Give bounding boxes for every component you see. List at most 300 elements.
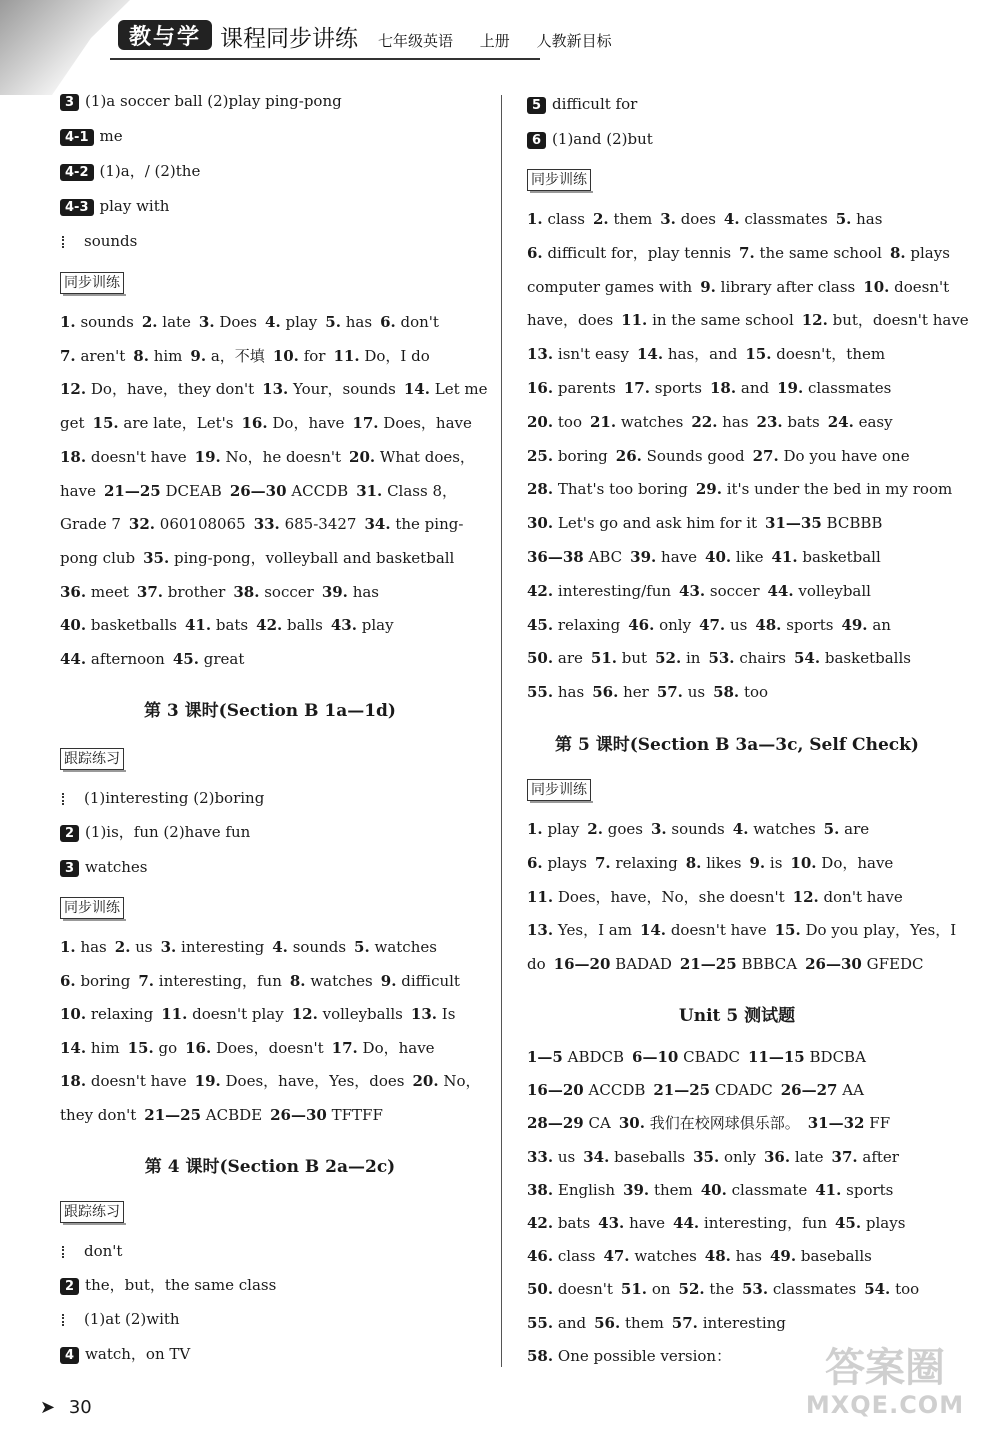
question-number: 25. (527, 446, 554, 465)
answer-text: relaxing (557, 615, 621, 634)
exercise-line (60, 161, 200, 181)
question-number: 21—25 (653, 1081, 711, 1100)
answer-text: don't have (823, 887, 903, 906)
section-heading: 第 5 课时(Section B 3a—3c, Self Check) (555, 735, 919, 755)
answer-text: go (158, 1038, 178, 1057)
answer-line (527, 615, 899, 635)
answer-text: doesn't (894, 277, 950, 296)
answer-text: has (722, 412, 749, 431)
answer-text: basketball (802, 548, 881, 566)
question-number: 38. (527, 1180, 554, 1199)
question-number: 50. (527, 649, 554, 668)
answer-line (527, 209, 890, 229)
answer-line (527, 310, 977, 330)
answer-text: but (621, 649, 648, 668)
section-tag: 跟踪练习 (60, 748, 124, 770)
answer-text: interesting (702, 1313, 786, 1332)
question-number: 48. (704, 1247, 731, 1266)
answer-text: doesn't (557, 1280, 613, 1299)
answer-line (527, 479, 960, 499)
question-number: 6—10 (632, 1048, 679, 1066)
question-number: 5. (325, 313, 341, 331)
answer-text: the (709, 1280, 734, 1299)
answer-line (60, 615, 402, 635)
exercise-badge: 2 (60, 1278, 79, 1295)
section-heading: 第 3 课时(Section B 1a—1d) (144, 701, 396, 721)
answer-text: them (625, 1313, 664, 1332)
answer-text: plays (547, 853, 587, 872)
question-number: 1. (60, 938, 76, 956)
question-number: 11. (621, 311, 648, 330)
answer-text: has (352, 582, 380, 601)
answer-text: them (653, 1180, 693, 1199)
exercise-badge: 4 (60, 1347, 79, 1364)
question-number: 16. (241, 414, 268, 433)
question-number: 9. (380, 971, 397, 990)
question-number: 8. (685, 853, 702, 872)
question-number: 20. (412, 1072, 439, 1091)
answer-text: pong club (60, 548, 136, 567)
answer-text: has，and (667, 345, 738, 364)
answer-line (60, 1038, 443, 1058)
question-number: 52. (678, 1280, 705, 1299)
bullet-mark (62, 1246, 68, 1258)
answer-text: and (557, 1313, 587, 1332)
question-number: 58. (527, 1346, 554, 1365)
question-number: 28. (527, 480, 554, 499)
question-number: 57. (656, 683, 683, 702)
answer-text: CDADC (714, 1081, 773, 1100)
question-number: 32. (128, 515, 155, 534)
answer-text: class (557, 1247, 596, 1266)
question-number: 55. (527, 683, 554, 702)
answer-text: watches (753, 820, 816, 838)
answer-text: only (724, 1147, 756, 1166)
answer-text: (1)a soccer ball (2)play ping-pong (85, 92, 342, 110)
answer-text: me (99, 127, 123, 145)
answer-text: ABDCB (567, 1048, 625, 1066)
answer-text: does (680, 210, 716, 228)
answer-text: sounds (292, 938, 347, 956)
exercise-line (60, 1241, 122, 1261)
answer-text: No，he doesn't (225, 447, 342, 466)
exercise-badge: 3 (60, 860, 79, 877)
page-footer (40, 1397, 92, 1418)
answer-text: Do，have (362, 1038, 435, 1057)
section-heading: 第 4 课时(Section B 2a—2c) (144, 1157, 396, 1177)
question-number: 34. (583, 1147, 610, 1166)
question-number: 44. (60, 650, 87, 668)
answer-line (60, 413, 480, 433)
question-number: 45. (527, 615, 554, 634)
question-number: 30. (527, 514, 554, 533)
answer-text: Class 8， (387, 481, 458, 500)
question-number: 26—30 (270, 1106, 327, 1124)
answer-text: Your，sounds (293, 380, 396, 399)
question-number: 31—35 (765, 514, 822, 533)
question-number: 21—25 (679, 955, 737, 974)
answer-text: play with (99, 197, 170, 215)
answer-text: is (769, 853, 783, 872)
question-number: 2. (114, 938, 131, 956)
question-number: 2. (593, 210, 609, 228)
question-number: 44. (673, 1214, 700, 1232)
question-number: 14. (60, 1038, 87, 1057)
answer-line (527, 954, 932, 974)
answer-text: No， (443, 1072, 481, 1091)
answer-text: basketballs (90, 616, 177, 635)
answer-text: has (557, 683, 585, 702)
answer-line (527, 378, 899, 398)
question-number: 16—20 (553, 955, 611, 974)
question-number: 31. (356, 481, 383, 500)
answer-text: have (629, 1214, 666, 1232)
answer-text: Do，I do (364, 346, 430, 365)
question-number: 4. (732, 820, 749, 838)
answer-text: sounds (80, 313, 134, 331)
answer-text: doesn't have (670, 921, 767, 940)
answer-line (527, 887, 911, 907)
answer-text: (1)is，fun (2)have fun (85, 823, 251, 841)
question-number: 56. (594, 1313, 621, 1332)
question-number: 55. (527, 1313, 554, 1332)
question-number: 22. (691, 412, 718, 431)
question-number: 6. (527, 853, 543, 872)
answer-text: watches (634, 1247, 697, 1266)
answer-text: plays (910, 243, 950, 262)
question-number: 24. (827, 412, 854, 431)
answer-text: GFEDC (866, 955, 924, 974)
answer-line (527, 243, 958, 263)
answer-text: doesn't，them (776, 345, 886, 364)
answer-text: watches (620, 412, 684, 431)
answer-text: (1)at (2)with (84, 1310, 180, 1328)
answer-line (60, 481, 465, 501)
question-number: 18. (60, 447, 87, 466)
answer-text: Does，doesn't (216, 1038, 324, 1057)
question-number: 8. (133, 346, 149, 365)
question-number: 13. (527, 921, 554, 940)
arrow-icon: ➤ (40, 1397, 56, 1418)
answer-line (527, 547, 889, 567)
exercise-line (60, 231, 137, 251)
question-number: 13. (527, 345, 554, 364)
answer-text: BADAD (615, 955, 672, 974)
answer-line (527, 1113, 898, 1133)
question-number: 10. (60, 1005, 87, 1024)
question-number: 11. (527, 887, 554, 906)
answer-text: interesting，fun (703, 1214, 827, 1232)
answer-line (527, 1180, 901, 1200)
answer-text: on (651, 1280, 671, 1299)
question-number: 6. (60, 971, 76, 990)
question-number: 26—30 (229, 481, 287, 500)
question-number: 56. (592, 683, 619, 702)
answer-text: sports (846, 1180, 894, 1199)
answer-line (527, 581, 879, 601)
answer-text: us (135, 938, 153, 956)
answer-text: easy (858, 412, 893, 431)
answer-text: it's under the bed in my room (726, 480, 953, 499)
question-number: 33. (253, 515, 280, 534)
answer-text: sounds (671, 820, 725, 838)
question-number: 1—5 (527, 1048, 563, 1066)
question-number: 15. (92, 414, 119, 433)
answer-text: get (60, 414, 85, 433)
answer-text: has (80, 938, 107, 956)
exercise-badge: 4-2 (60, 164, 94, 181)
answer-text: sports (786, 615, 834, 634)
answer-text: interesting/fun (557, 581, 672, 600)
question-number: 27. (752, 446, 779, 465)
question-number: 11. (333, 346, 360, 365)
answer-text: aren't (80, 346, 126, 365)
answer-line (60, 937, 445, 957)
exercise-badge: 3 (60, 94, 79, 111)
answer-text: Does，have，No，she doesn't (557, 887, 785, 906)
answer-text: likes (706, 853, 742, 872)
answer-text: the，but，the same class (85, 1276, 277, 1294)
question-number: 12. (291, 1005, 318, 1024)
answer-line (527, 277, 957, 297)
question-number: 46. (628, 615, 655, 634)
question-number: 7. (138, 971, 154, 990)
answer-text: too (895, 1280, 920, 1299)
question-number: 6. (527, 243, 543, 262)
edition-label: 人教新目标 (536, 32, 612, 50)
question-number: 43. (330, 616, 357, 635)
answer-line (60, 1105, 391, 1125)
corner-decoration (0, 0, 130, 95)
question-number: 39. (321, 582, 348, 601)
question-number: 19. (194, 1072, 221, 1091)
answer-text: a，不填 (210, 346, 265, 365)
question-number: 53. (741, 1280, 769, 1299)
answer-text: watch，on TV (85, 1345, 191, 1363)
answer-text: 我们在校网球俱乐部。 (649, 1114, 800, 1133)
question-number: 19. (194, 447, 221, 466)
question-number: 41. (184, 616, 212, 635)
answer-line (60, 1004, 463, 1024)
answer-text: after (862, 1147, 899, 1166)
question-number: 9. (190, 346, 207, 365)
answer-text: have (661, 548, 698, 566)
question-number: 7. (60, 346, 76, 365)
question-number: 54. (864, 1280, 891, 1299)
question-number: 49. (841, 615, 868, 634)
exercise-badge: 4-3 (60, 199, 94, 216)
answer-text: classmate (731, 1180, 808, 1199)
answer-text: has (856, 210, 883, 228)
answer-line (60, 447, 483, 467)
answer-text: basketballs (824, 649, 911, 668)
question-number: 26—27 (780, 1081, 838, 1100)
answer-text: ABC (588, 548, 623, 566)
answer-text: difficult (401, 971, 460, 990)
answer-line (527, 920, 964, 940)
question-number: 5. (835, 210, 852, 228)
question-number: 31—32 (807, 1114, 865, 1133)
exercise-badge: 4-1 (60, 129, 94, 146)
answer-text: the same school (759, 243, 882, 262)
exercise-badge: 2 (60, 825, 79, 842)
answer-text: Do，have (272, 414, 345, 433)
answer-line (60, 971, 468, 991)
question-number: 49. (769, 1247, 797, 1266)
answer-text: doesn't have (90, 447, 187, 466)
answer-text: play (361, 616, 394, 635)
answer-line (527, 446, 918, 466)
answer-text: afternoon (90, 650, 165, 668)
question-number: 54. (794, 649, 821, 668)
answer-line (527, 1213, 913, 1233)
question-number: 51. (590, 649, 617, 668)
exercise-line (60, 196, 169, 216)
question-number: 33. (527, 1147, 554, 1166)
answer-text: they don't (60, 1106, 137, 1124)
answer-text: CBADC (683, 1048, 740, 1066)
question-number: 43. (598, 1214, 625, 1232)
answer-text: like (735, 548, 764, 566)
question-number: 1. (527, 210, 543, 228)
question-number: 36—38 (527, 548, 584, 566)
question-number: 12. (792, 887, 819, 906)
question-number: 47. (699, 615, 726, 634)
question-number: 13. (410, 1005, 437, 1024)
question-number: 40. (700, 1180, 727, 1199)
question-number: 46. (527, 1247, 554, 1266)
answer-text: computer games with (527, 277, 693, 296)
answer-text: isn't easy (557, 345, 629, 364)
page-number: 30 (68, 1397, 92, 1418)
section-tag: 同步训练 (60, 897, 124, 919)
answer-text: Does (219, 313, 258, 331)
answer-text: Does，have，Yes，does (225, 1072, 405, 1091)
question-number: 35. (693, 1147, 720, 1166)
question-number: 40. (60, 616, 87, 635)
question-number: 47. (603, 1247, 630, 1266)
question-number: 12. (801, 311, 828, 330)
question-number: 19. (777, 379, 804, 397)
answer-line (60, 582, 387, 602)
bullet-mark (62, 236, 68, 248)
answer-text: too (743, 683, 769, 702)
answer-text: late (162, 313, 191, 331)
question-number: 4. (723, 210, 740, 228)
grade-info (378, 30, 634, 51)
section-tag: 同步训练 (527, 169, 591, 191)
series-title: 课程同步讲练 (220, 26, 358, 52)
answer-text: us (557, 1147, 576, 1166)
answer-text: library after class (720, 277, 856, 296)
question-number: 8. (289, 971, 306, 990)
answer-text: Sounds good (646, 446, 745, 465)
answer-text: volleyball (798, 581, 871, 600)
question-number: 41. (815, 1180, 842, 1199)
question-number: 1. (527, 820, 543, 838)
answer-line (60, 379, 495, 399)
question-number: 14. (636, 345, 664, 364)
answer-text: classmates (744, 210, 828, 228)
answer-text: boring (557, 446, 608, 465)
question-number: 5. (823, 820, 840, 838)
column-divider (501, 95, 502, 1367)
exercise-badge: 5 (527, 97, 546, 114)
question-number: 16. (185, 1038, 212, 1057)
answer-text: balls (287, 616, 323, 635)
answer-text: English (557, 1180, 616, 1199)
answer-line (527, 1080, 872, 1100)
answer-text: Does，have (383, 414, 472, 433)
answer-text: BBBCA (741, 955, 798, 974)
exercise-line (60, 788, 264, 808)
answer-text: don't (400, 313, 439, 331)
answer-text: AA (842, 1081, 864, 1100)
answer-text: What does， (379, 447, 475, 466)
question-number: 11—15 (747, 1048, 805, 1066)
answer-line (527, 1147, 907, 1167)
answer-text: FF (869, 1114, 891, 1133)
question-number: 48. (755, 615, 782, 634)
question-number: 17. (331, 1038, 358, 1057)
question-number: 45. (835, 1214, 862, 1232)
grade-label: 七年级英语 (378, 32, 454, 50)
question-number: 20. (349, 447, 376, 466)
question-number: 40. (705, 548, 732, 566)
answer-text: classmates (808, 379, 892, 397)
exercise-line (60, 857, 148, 877)
answer-text: have (60, 481, 96, 500)
question-number: 10. (863, 277, 890, 296)
question-number: 18. (60, 1072, 87, 1091)
answer-line (527, 1313, 794, 1333)
question-number: 37. (831, 1147, 858, 1166)
question-number: 17. (623, 379, 650, 397)
question-number: 9. (749, 853, 766, 872)
answer-text: but，doesn't have (832, 311, 969, 330)
answer-text: CA (588, 1114, 611, 1133)
answer-line (527, 412, 901, 432)
answer-text: don't (84, 1242, 123, 1260)
answer-text: parents (557, 379, 616, 397)
answer-line (527, 1279, 927, 1299)
answer-text: watches (85, 858, 148, 876)
answer-line (527, 819, 877, 839)
question-number: 6. (380, 313, 396, 331)
answer-text: the ping- (395, 515, 464, 534)
answer-text: (1)and (2)but (552, 130, 653, 148)
section-tag: 跟踪练习 (60, 1201, 124, 1223)
answer-text: doesn't play (192, 1005, 284, 1024)
answer-text: classmates (772, 1280, 857, 1299)
question-number: 8. (889, 243, 906, 262)
answer-text: One possible version： (557, 1346, 732, 1365)
answer-text: relaxing (615, 853, 678, 872)
answer-text: Do，have (821, 853, 894, 872)
exercise-line (527, 129, 653, 149)
section-heading: Unit 5 测试题 (678, 1006, 796, 1026)
question-number: 43. (679, 581, 706, 600)
question-number: 41. (771, 548, 798, 566)
answer-text: bats (215, 616, 249, 635)
answer-text: an (872, 615, 891, 634)
answer-text: volleyballs (322, 1005, 403, 1024)
section-tag: 同步训练 (527, 779, 591, 801)
answer-text: chairs (739, 649, 786, 668)
question-number: 28—29 (527, 1114, 584, 1133)
question-number: 3. (160, 938, 177, 956)
question-number: 42. (256, 616, 283, 635)
